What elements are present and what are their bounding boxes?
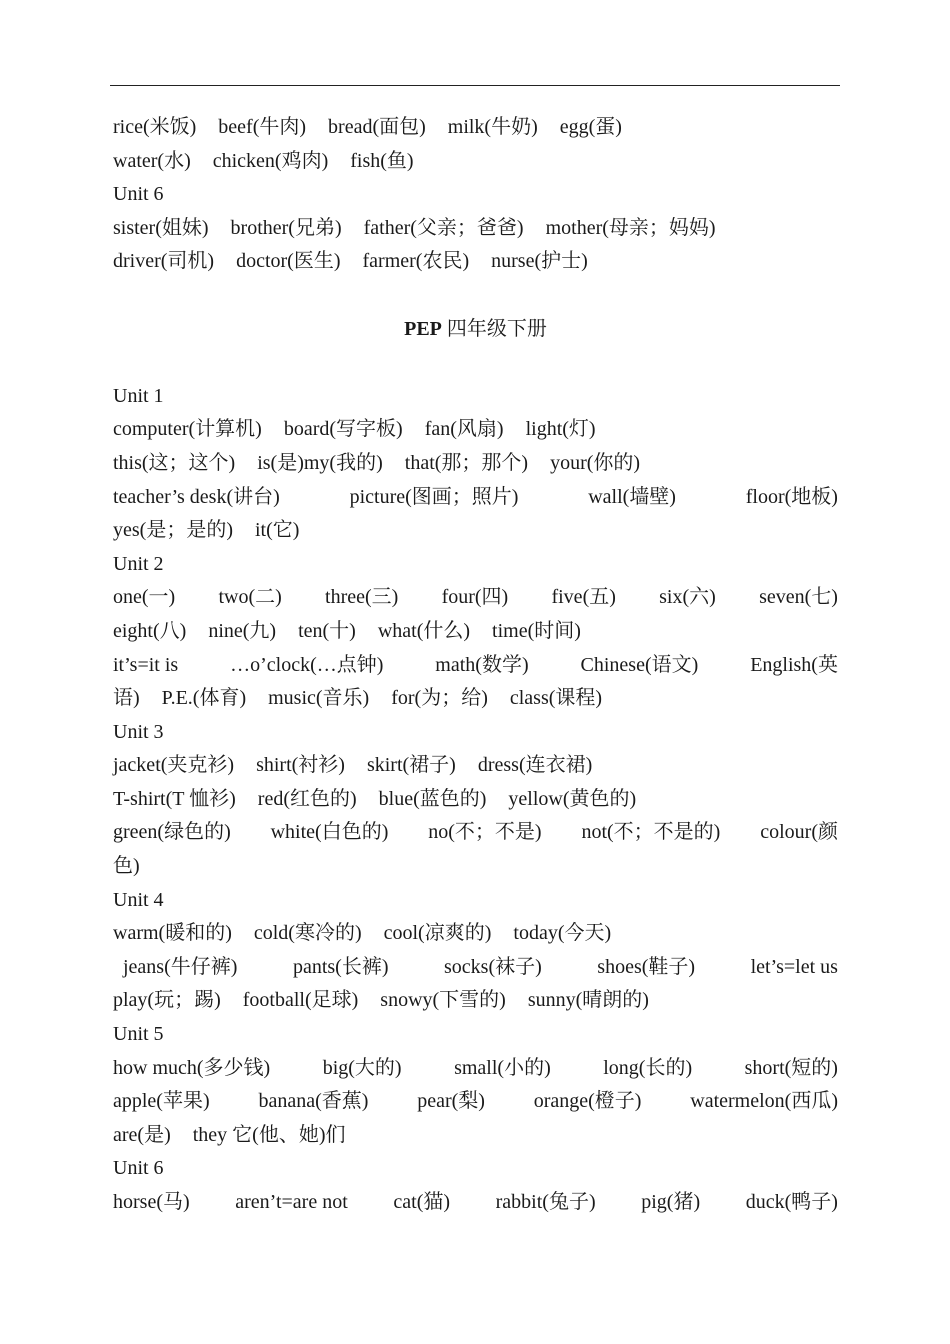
vocab-word: sunny(晴朗的) bbox=[527, 989, 649, 1012]
vocab-word: pear(梨) bbox=[417, 1090, 485, 1113]
vocab-word: T-shirt(T 恤衫) bbox=[113, 787, 236, 810]
unit-heading: Unit 1 bbox=[113, 384, 164, 407]
vocab-line bbox=[113, 682, 838, 716]
vocab-word: five(五) bbox=[551, 586, 616, 609]
vocab-word: board(写字板) bbox=[283, 418, 403, 441]
section-title-pep: PEP bbox=[404, 317, 442, 340]
vocab-word: music(音乐) bbox=[268, 687, 370, 710]
vocab-word: cold(寒冷的) bbox=[253, 922, 362, 945]
vocab-line bbox=[113, 649, 838, 683]
unit-heading: Unit 6 bbox=[113, 1157, 164, 1180]
vocab-word: math(数学) bbox=[435, 653, 529, 676]
vocab-word: time(时间) bbox=[492, 619, 581, 642]
vocab-line bbox=[113, 145, 838, 179]
vocab-word: P.E.(体育) bbox=[161, 687, 247, 710]
vocab-word: brother(兄弟) bbox=[230, 216, 342, 239]
vocab-word: your(你的) bbox=[550, 451, 641, 474]
vocab-line bbox=[113, 481, 838, 515]
unit-heading: Unit 6 bbox=[113, 183, 164, 206]
vocab-word: colour(颜 bbox=[760, 821, 838, 844]
vocab-word: shirt(衬衫) bbox=[256, 754, 345, 777]
vocab-word: this(这；这个) bbox=[113, 451, 236, 474]
vocab-word: yes(是；是的) bbox=[113, 519, 233, 542]
vocab-line bbox=[113, 917, 838, 951]
vocab-word: chicken(鸡肉) bbox=[212, 149, 329, 172]
vocab-word: English(英 bbox=[750, 653, 838, 676]
vocab-word: short(短的) bbox=[744, 1056, 838, 1079]
vocab-line bbox=[113, 1052, 838, 1086]
vocab-word: floor(地板) bbox=[745, 485, 838, 508]
vocab-word: play(玩；踢) bbox=[113, 989, 221, 1012]
vocab-word: pig(猪) bbox=[641, 1191, 701, 1213]
vocab-word: dress(连衣裙) bbox=[477, 754, 593, 777]
unit-heading: Unit 4 bbox=[113, 888, 164, 911]
vocab-word: picture(图画；照片) bbox=[349, 485, 519, 508]
vocab-word: six(六) bbox=[659, 586, 716, 609]
vocab-line bbox=[113, 951, 838, 985]
vocab-line bbox=[113, 212, 838, 246]
vocab-line bbox=[113, 615, 838, 649]
vocab-word: red(红色的) bbox=[257, 787, 357, 810]
unit-heading: Unit 5 bbox=[113, 1023, 164, 1046]
vocab-word: milk(牛奶) bbox=[447, 116, 538, 138]
vocab-word: today(今天) bbox=[513, 922, 612, 945]
vocab-word: doctor(医生) bbox=[236, 250, 341, 273]
vocab-word: big(大的) bbox=[322, 1056, 402, 1079]
vocab-word: they 它(他、她)们 bbox=[192, 1123, 346, 1146]
vocab-word: small(小的) bbox=[454, 1056, 551, 1079]
vocab-word: it(它) bbox=[254, 519, 300, 542]
vocab-word: farmer(农民) bbox=[362, 250, 470, 273]
vocab-word: apple(苹果) bbox=[113, 1090, 210, 1113]
vocab-word: wall(墙壁) bbox=[588, 485, 676, 508]
vocab-word: yellow(黄色的) bbox=[508, 787, 637, 810]
vocab-line bbox=[113, 749, 838, 783]
vocab-word: that(那；那个) bbox=[404, 451, 529, 474]
vocab-word: how much(多少钱) bbox=[113, 1056, 271, 1079]
vocab-word: duck(鸭子) bbox=[745, 1191, 838, 1213]
vocab-word: three(三) bbox=[325, 586, 399, 609]
vocab-word: banana(香蕉) bbox=[258, 1090, 369, 1113]
unit-heading: Unit 3 bbox=[113, 720, 164, 743]
vocab-line bbox=[113, 1186, 838, 1220]
vocab-word: seven(七) bbox=[759, 586, 838, 609]
vocab-line bbox=[113, 984, 838, 1018]
vocab-word: computer(计算机) bbox=[113, 418, 262, 441]
vocab-word: sister(姐妹) bbox=[113, 216, 209, 239]
vocab-word: 语) bbox=[113, 687, 140, 710]
vocab-word: water(水) bbox=[113, 149, 191, 172]
vocab-word: horse(马) bbox=[113, 1191, 190, 1213]
vocab-word: skirt(裙子) bbox=[366, 754, 456, 777]
vocab-word: nine(九) bbox=[208, 619, 277, 642]
vocab-line bbox=[113, 783, 838, 817]
vocab-word: are(是) bbox=[113, 1123, 171, 1146]
vocab-word: no(不；不是) bbox=[428, 821, 542, 844]
vocab-word: orange(橙子) bbox=[533, 1090, 642, 1113]
vocab-word: fan(风扇) bbox=[424, 418, 504, 441]
section-title bbox=[113, 313, 838, 347]
vocab-word: jeans(牛仔裤) bbox=[123, 955, 238, 978]
vocab-word: what(什么) bbox=[377, 619, 471, 642]
vocab-word: jacket(夹克衫) bbox=[113, 754, 235, 777]
vocab-word: snowy(下雪的) bbox=[380, 989, 506, 1012]
vocab-word: two(二) bbox=[218, 586, 282, 609]
vocab-word: shoes(鞋子) bbox=[597, 955, 696, 978]
vocab-word: cool(凉爽的) bbox=[383, 922, 492, 945]
header-rule bbox=[110, 85, 840, 86]
vocab-word: bread(面包) bbox=[328, 116, 426, 138]
vocab-word: pants(长裤) bbox=[292, 955, 389, 978]
vocab-word: one(一) bbox=[113, 586, 176, 609]
vocab-word: is(是)my(我的) bbox=[257, 451, 383, 474]
vocab-word: fish(鱼) bbox=[350, 149, 414, 172]
vocab-word: eight(八) bbox=[113, 619, 187, 642]
vocab-word: …o’clock(…点钟) bbox=[230, 653, 384, 676]
vocab-word: four(四) bbox=[441, 586, 509, 609]
vocab-word: cat(猫) bbox=[393, 1191, 451, 1213]
vocab-word: rabbit(兔子) bbox=[495, 1191, 596, 1213]
vocab-line bbox=[113, 1119, 838, 1153]
vocab-word: father(父亲；爸爸) bbox=[363, 216, 524, 239]
vocab-word: nurse(护士) bbox=[491, 250, 588, 273]
vocab-word: mother(母亲；妈妈) bbox=[545, 216, 716, 239]
vocab-line bbox=[113, 447, 838, 481]
vocab-word: class(课程) bbox=[509, 687, 603, 710]
vocab-word: not(不；不是的) bbox=[581, 821, 721, 844]
vocab-word: long(长的) bbox=[603, 1056, 693, 1079]
vocab-word: white(白色的) bbox=[270, 821, 389, 844]
vocab-line bbox=[113, 816, 838, 850]
vocabulary-content bbox=[113, 111, 838, 1220]
unit-heading: Unit 2 bbox=[113, 552, 164, 575]
vocab-word: teacher’s desk(讲台) bbox=[113, 485, 280, 508]
vocab-line bbox=[113, 413, 838, 447]
vocab-word: let’s=let us bbox=[750, 955, 838, 978]
vocab-line bbox=[113, 850, 838, 884]
vocab-word: socks(袜子) bbox=[444, 955, 542, 978]
vocab-line bbox=[113, 1085, 838, 1119]
vocab-word: warm(暖和的) bbox=[113, 922, 232, 945]
vocab-line bbox=[113, 245, 838, 279]
vocab-word: beef(牛肉) bbox=[218, 116, 307, 138]
vocab-word: it’s=it is bbox=[113, 653, 179, 676]
vocab-word: 色) bbox=[113, 855, 140, 878]
section-title-grade: 四年级下册 bbox=[446, 317, 547, 340]
vocab-line bbox=[113, 111, 838, 145]
vocab-word: for(为；给) bbox=[391, 687, 488, 710]
vocab-word: Chinese(语文) bbox=[580, 653, 699, 676]
vocab-word: watermelon(西瓜) bbox=[690, 1090, 838, 1113]
vocab-word: driver(司机) bbox=[113, 250, 215, 273]
vocab-line bbox=[113, 514, 838, 548]
vocab-word: blue(蓝色的) bbox=[378, 787, 487, 810]
vocab-word: football(足球) bbox=[242, 989, 359, 1012]
vocab-word: green(绿色的) bbox=[113, 821, 231, 844]
vocab-word: light(灯) bbox=[525, 418, 596, 441]
vocab-word: aren’t=are not bbox=[235, 1191, 348, 1213]
vocab-word: egg(蛋) bbox=[559, 116, 622, 138]
vocab-word: rice(米饭) bbox=[113, 116, 197, 138]
vocab-word: ten(十) bbox=[298, 619, 356, 642]
vocab-line bbox=[113, 581, 838, 615]
